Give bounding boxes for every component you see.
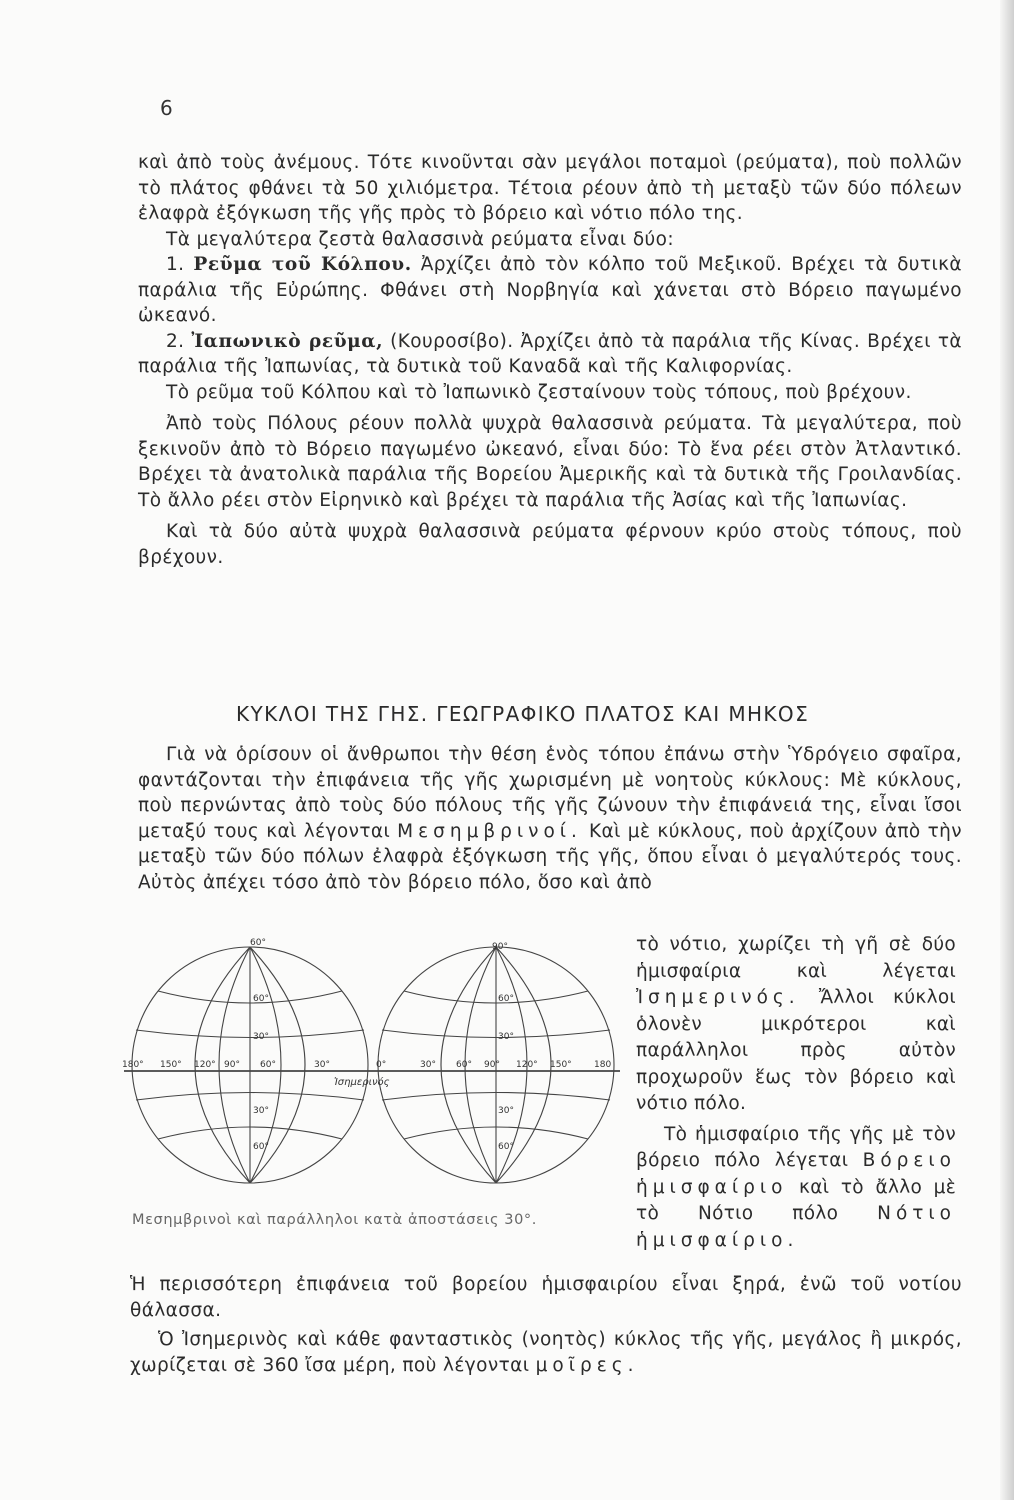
globe-figure bbox=[118, 935, 626, 1205]
label: 150° bbox=[160, 1060, 182, 1070]
paragraph: Ἡ περισσότερη ἐπιφάνεια τοῦ βορείου ἡμισφαιρίου εἶναι ξηρά, ἐνῶ τοῦ νοτίου θάλασσα. bbox=[130, 1274, 962, 1321]
figure-caption: Μεσημβρινοὶ καὶ παράλληλοι κατὰ ἀποστάσεις 30°. bbox=[132, 1212, 537, 1228]
label: 90° bbox=[484, 1060, 500, 1070]
list-number: 1. bbox=[166, 254, 185, 275]
section-intro bbox=[138, 742, 962, 895]
term-degrees: μοῖρες. bbox=[535, 1354, 639, 1376]
paragraph: Τὰ μεγαλύτερα ζεστὰ θαλασσινὰ ρεύματα εἶναι δύο: bbox=[166, 228, 675, 250]
page-edge bbox=[1000, 0, 1014, 1500]
label: 30° bbox=[498, 1106, 514, 1116]
label: 30° bbox=[253, 1106, 269, 1116]
paragraph: Τὸ ρεῦμα τοῦ Κόλπου καὶ τὸ Ἰαπωνικὸ ζεσταίνουν τοὺς τόπους, ποὺ βρέχουν. bbox=[166, 381, 912, 403]
paragraph bbox=[130, 1327, 962, 1378]
label: 60° bbox=[250, 938, 266, 948]
page-number: 6 bbox=[160, 96, 173, 120]
text-run: Ἄλλοι κύκλοι ὁλονὲν μικρότεροι καὶ παράλληλοι πρὸς αὐτὸν προχωροῦν ἕως τὸν βόρειο καὶ νότιο πόλο. bbox=[636, 987, 956, 1114]
item-text: Ἀρχίζει ἀπὸ τὸν κόλπο τοῦ Μεξικοῦ. Βρέχει τὰ δυτικὰ παράλια τῆς Εὐρώπης. Φθάνει στὴ Νορβηγία καὶ χάνεται στὸ Βόρειο παγωμένο ὠκεανό. bbox=[138, 254, 963, 326]
label: 0° bbox=[376, 1060, 387, 1070]
label: 60° bbox=[498, 994, 514, 1004]
label: 60° bbox=[253, 994, 269, 1004]
label: 30° bbox=[314, 1060, 330, 1070]
section-heading: ΚΥΚΛΟΙ ΤΗΣ ΓΗΣ. ΓΕΩΓΡΑΦΙΚΟ ΠΛΑΤΟΣ ΚΑΙ ΜΗΚΟΣ bbox=[236, 702, 810, 726]
label: 30° bbox=[420, 1060, 436, 1070]
label: 150° bbox=[550, 1060, 572, 1070]
list-item bbox=[138, 329, 962, 380]
label: 60° bbox=[253, 1142, 269, 1152]
label: 120° bbox=[194, 1060, 216, 1070]
term-equator: Ἰσημερινός. bbox=[636, 987, 800, 1008]
text-run: Ὁ Ἰσημερινὸς καὶ κάθε φανταστικὸς (νοητὸς) κύκλος τῆς γῆς, μεγάλος ἢ μικρός, χωρίζεται σὲ 360 ἴσα μέρη, ποὺ λέγονται bbox=[130, 1329, 962, 1376]
text-run: Τὸ ἡμισφαίριο τῆς γῆς μὲ τὸν βόρειο πόλο λέγεται bbox=[636, 1123, 956, 1171]
term-meridians: Μεσημβρινοί. bbox=[397, 820, 582, 842]
list-item bbox=[138, 252, 962, 329]
label: 90° bbox=[492, 942, 508, 952]
label: 180 bbox=[594, 1060, 612, 1070]
item-title: Ρεῦμα τοῦ Κόλπου. bbox=[193, 254, 412, 275]
text-run: τὸ νότιο, χωρίζει τὴ γῆ σὲ δύο ἡμισφαίρια καὶ λέγεται bbox=[636, 934, 956, 982]
label: 90° bbox=[224, 1060, 240, 1070]
label: 60° bbox=[260, 1060, 276, 1070]
term-north: Βόρειο ἡμισφαίριο bbox=[636, 1150, 956, 1198]
paragraph bbox=[138, 742, 962, 895]
label: 30° bbox=[253, 1032, 269, 1042]
item-text: (Κουροσίβο). Ἀρχίζει ἀπὸ τὰ παράλια τῆς Κίνας. Βρέχει τὰ παράλια τῆς Ἰαπωνίας, τὰ δυτικὰ τοῦ Καναδᾶ καὶ τῆς Καλιφορνίας. bbox=[138, 330, 962, 377]
text-run: καὶ τὸ ἄλλο μὲ τὸ Νότιο πόλο bbox=[636, 1176, 956, 1224]
item-title: Ἰαπωνικὸ ρεῦμα, bbox=[191, 330, 384, 352]
paragraph: Καὶ τὰ δύο αὐτὰ ψυχρὰ θαλασσινὰ ρεύματα φέρνουν κρύο στοὺς τόπους, ποὺ βρέχουν. bbox=[138, 521, 962, 568]
term-south: Νότιο ἡμισφαίριο. bbox=[636, 1203, 956, 1251]
intro-text bbox=[138, 150, 962, 570]
paragraph: Ἀπὸ τοὺς Πόλους ρέουν πολλὰ ψυχρὰ θαλασσινὰ ρεύματα. Τὰ μεγαλύτερα, ποὺ ξεκινοῦν ἀπὸ τὸ Βόρειο παγωμένο ὠκεανό, εἶναι δύο: Τὸ ἕνα ρέει στὸν Ἀτλαντικό. Βρέχει τὰ ἀνατολικὰ παράλια τῆς Βορείου Ἀμερικῆς καὶ τὰ δυτικὰ τῆς Γροιλανδίας. Τὸ ἄλλο ρέει στὸν Εἰρηνικὸ καὶ βρέχει τὰ παράλια τῆς Ἀσίας καὶ τῆς Ἰαπωνίας. bbox=[138, 413, 962, 511]
text-run: Καὶ μὲ κύκλους, ποὺ ἀρχίζουν ἀπὸ τὴν μεταξὺ τῶν δύο πόλων ἐλαφρὰ ἐξόγκωση τῆς γῆς, ὅπου εἶναι ὁ μεγαλύτερός τους. Αὐτὸς ἀπέχει τόσο ἀπὸ τὸν βόρειο πόλο, ὅσο καὶ ἀπὸ bbox=[138, 820, 963, 893]
text-run: Γιὰ νὰ ὁρίσουν οἱ ἄνθρωποι τὴν θέση ἑνὸς τόπου ἐπάνω στὴν Ὑδρόγειο σφαῖρα, φαντάζονται τὴν ἐπιφάνεια τῆς γῆς χωρισμένη μὲ νοητοὺς κύκλους: Μὲ κύκλους, ποὺ περνώντας ἀπὸ τοὺς δύο πόλους τῆς γῆς ζώνουν τὴν ἐπιφάνειά της, εἶναι ἴσοι μεταξύ τους καὶ λέγονται bbox=[138, 744, 962, 842]
label: 30° bbox=[498, 1032, 514, 1042]
equator-label: Ἰσημερινός bbox=[334, 1077, 390, 1088]
label: 180° bbox=[122, 1060, 144, 1070]
paragraph bbox=[636, 932, 956, 1118]
label: 60° bbox=[456, 1060, 472, 1070]
label: 120° bbox=[516, 1060, 538, 1070]
paragraph bbox=[636, 1122, 956, 1255]
paragraph: καὶ ἀπὸ τοὺς ἀνέμους. Τότε κινοῦνται σὰν μεγάλοι ποταμοὶ (ρεύματα), ποὺ πολλῶν τὸ πλάτος φθάνει τὰ 50 χιλιόμετρα. Τέτοια ρέουν ἀπὸ τὴ μεταξὺ τῶν δύο πόλεων ἐλαφρὰ ἐξόγκωση τῆς γῆς πρὸς τὸ βόρειο καὶ νότιο πόλο της. bbox=[138, 152, 962, 224]
list-number: 2. bbox=[166, 330, 185, 352]
hemispheres-diagram bbox=[118, 935, 626, 1205]
bottom-text bbox=[130, 1272, 962, 1378]
label: 60° bbox=[498, 1142, 514, 1152]
side-column-text bbox=[636, 932, 956, 1254]
